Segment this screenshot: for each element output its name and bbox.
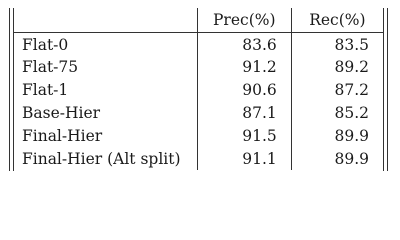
table-double-rule-right	[383, 8, 384, 171]
row-precision-value: 87.1	[197, 101, 291, 124]
table-header-row	[14, 8, 383, 32]
results-table-frame	[9, 8, 388, 171]
row-recall-value: 87.2	[291, 78, 383, 101]
row-precision-value: 83.6	[197, 32, 291, 55]
row-method-name: Flat-1	[22, 80, 69, 99]
row-method-name: Final-Hier (Alt split)	[22, 149, 181, 168]
row-precision-value: 91.2	[197, 55, 291, 78]
row-method-name: Final-Hier	[22, 126, 103, 145]
row-method-name: Flat-0	[22, 35, 69, 54]
row-recall-value: 89.9	[291, 147, 383, 170]
row-recall-value: 83.5	[291, 32, 383, 55]
row-recall-value: 85.2	[291, 101, 383, 124]
table-row	[14, 55, 383, 78]
results-table	[14, 8, 383, 170]
row-recall-value: 89.2	[291, 55, 383, 78]
table-row	[14, 101, 383, 124]
row-precision-value: 90.6	[197, 78, 291, 101]
row-precision-value: 91.5	[197, 124, 291, 147]
row-precision-value: 91.1	[197, 147, 291, 170]
row-method-name: Base-Hier	[22, 103, 101, 122]
header-precision: Prec(%)	[197, 8, 291, 32]
header-recall: Rec(%)	[291, 8, 383, 32]
row-method-name: Flat-75	[22, 57, 79, 76]
table-row	[14, 32, 383, 55]
table-row	[14, 124, 383, 147]
row-recall-value: 89.9	[291, 124, 383, 147]
table-row	[14, 147, 383, 170]
table-row	[14, 78, 383, 101]
header-corner-cell	[14, 8, 197, 32]
